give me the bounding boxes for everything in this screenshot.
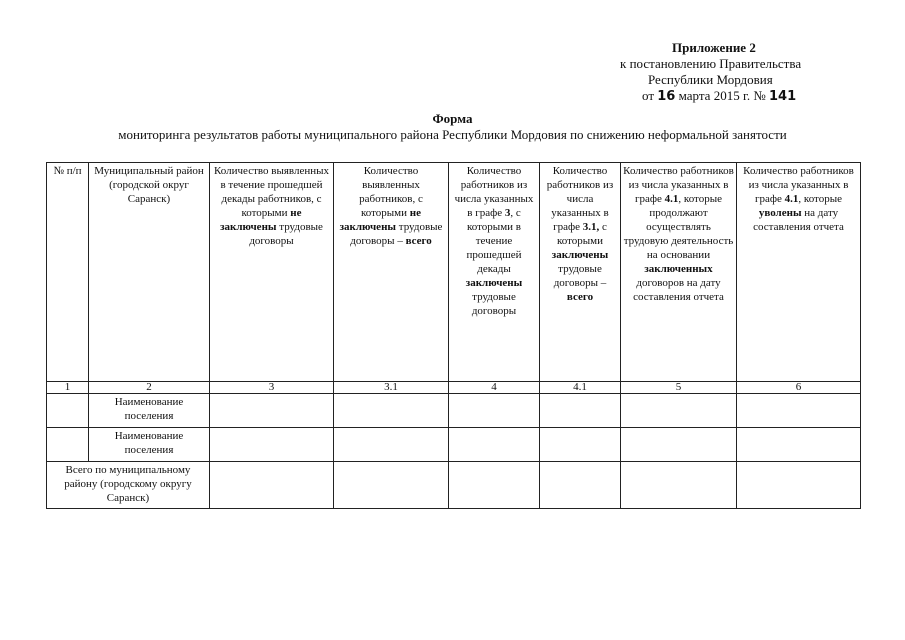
table-cell [621, 428, 737, 462]
table-cell [737, 428, 861, 462]
appendix-number: Приложение 2 [672, 40, 756, 55]
table-cell [210, 462, 334, 509]
column-number-row [47, 382, 861, 394]
table-cell [210, 428, 334, 462]
table-cell [334, 428, 449, 462]
date-month-year: марта 2015 г. [678, 88, 751, 103]
table-cell [737, 394, 861, 428]
column-number: 1 [47, 382, 89, 394]
form-subtitle: мониторинга результатов работы муниципального района Республики Мордовия по снижению неформальной занятости [118, 127, 787, 142]
appendix-resolution-line: к постановлению Правительства [620, 56, 802, 71]
header-cell-col4-1: Количество работников из числа указанных в графе 3.1, с которыми заключены трудовые договоры – всего [540, 163, 621, 382]
column-number: 4 [449, 382, 540, 394]
settlement-name-cell: Наименование поселения [89, 394, 210, 428]
appendix-header [600, 40, 860, 105]
table-cell [540, 394, 621, 428]
total-label-cell: Всего по муниципальному району (городскому округу Саранск) [47, 462, 210, 509]
table-cell [210, 394, 334, 428]
table-row [47, 428, 861, 462]
table-cell [621, 394, 737, 428]
resolution-number: 141 [768, 89, 797, 104]
column-number: 3.1 [334, 382, 449, 394]
header-cell-col5: Количество работников из числа указанных в графе 4.1, которые продолжают осуществлять трудовую деятельность на основании заключенных договоров на дату составления отчета [621, 163, 737, 382]
header-cell-col3-1: Количество выявленных работников, с которыми не заключены трудовые договоры – всего [334, 163, 449, 382]
table-cell [737, 462, 861, 509]
table-cell [540, 428, 621, 462]
table-cell [621, 462, 737, 509]
column-number: 5 [621, 382, 737, 394]
table-cell [449, 462, 540, 509]
table-cell [47, 428, 89, 462]
table-cell [449, 394, 540, 428]
table-cell [47, 394, 89, 428]
table-row [47, 394, 861, 428]
appendix-republic-line: Республики Мордовия [648, 72, 773, 87]
table-cell [449, 428, 540, 462]
column-number: 2 [89, 382, 210, 394]
date-day: 16 [657, 89, 676, 104]
table-cell [540, 462, 621, 509]
column-number: 6 [737, 382, 861, 394]
form-title: Форма [432, 111, 473, 126]
header-cell-col6: Количество работников из числа указанных в графе 4.1, которые уволены на дату составления отчета [737, 163, 861, 382]
header-cell-number: № п/п [47, 163, 89, 382]
column-number: 4.1 [540, 382, 621, 394]
table-cell [334, 462, 449, 509]
table-cell [334, 394, 449, 428]
appendix-date-line [600, 88, 860, 105]
number-sign: № [753, 88, 766, 103]
total-row [47, 462, 861, 509]
header-row [47, 163, 861, 382]
settlement-name-cell: Наименование поселения [89, 428, 210, 462]
date-prefix: от [642, 88, 655, 103]
header-cell-col4: Количество работников из числа указанных в графе 3, с которыми в течение прошедшей декады заключены трудовые договоры [449, 163, 540, 382]
header-cell-district: Муниципальный район (городской округ Саранск) [89, 163, 210, 382]
header-cell-col3: Количество выявленных в течение прошедшей декады работников, с которыми не заключены трудовые договоры [210, 163, 334, 382]
column-number: 3 [210, 382, 334, 394]
monitoring-table [46, 162, 861, 509]
